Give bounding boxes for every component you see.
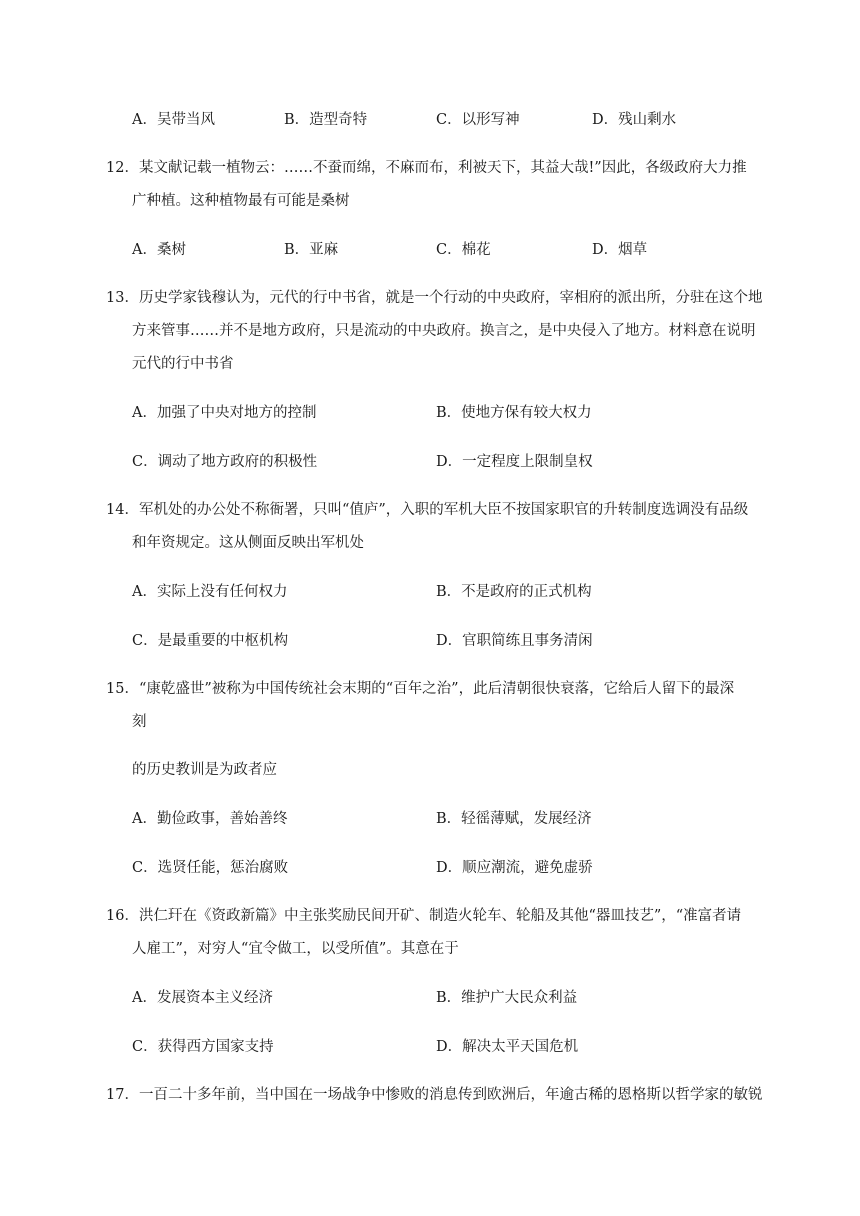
q14-option-a: A．实际上没有任何权力 xyxy=(132,584,288,600)
q13-option-b: B．使地方保有较大权力 xyxy=(436,405,592,421)
q16-option-d: D．解决太平天国危机 xyxy=(436,1039,579,1055)
q11-option-a: A．吴带当风 xyxy=(132,112,215,128)
q16-option-a: A．发展资本主义经济 xyxy=(132,990,273,1006)
q13-option-a: A．加强了中央对地方的控制 xyxy=(132,405,317,421)
q11-option-c: C．以形写神 xyxy=(436,112,520,128)
q15-stem-line-3: 的历史教训是为政者应 xyxy=(132,762,277,778)
q16-stem-line-1: 16．洪仁玕在《资政新篇》中主张奖励民间开矿、制造火轮车、轮船及其他“器皿技艺”，“准富者请 xyxy=(106,908,742,924)
q15-option-a: A．勤俭政事，善始善终 xyxy=(132,811,288,827)
q13-stem-line-2: 方来管事……并不是地方政府，只是流动的中央政府。换言之，是中央侵入了地方。材料意在说明 xyxy=(132,323,756,339)
q15-stem-line-1: 15．“康乾盛世”被称为中国传统社会末期的“百年之治”，此后清朝很快衰落，它给后人留下的最深 xyxy=(106,681,735,697)
q14-option-d: D．官职简练且事务清闲 xyxy=(436,633,593,649)
q14-option-b: B．不是政府的正式机构 xyxy=(436,584,592,600)
q16-stem-line-2: 人雇工”，对穷人“宜令做工，以受所值”。其意在于 xyxy=(132,941,459,957)
q13-option-d: D．一定程度上限制皇权 xyxy=(436,454,593,470)
q11-option-d: D．残山剩水 xyxy=(592,112,677,128)
q12-option-c: C．棉花 xyxy=(436,242,491,258)
q15-stem-line-2: 刻 xyxy=(132,714,147,730)
q14-option-c: C．是最重要的中枢机构 xyxy=(132,633,289,649)
q15-option-d: D．顺应潮流，避免虚骄 xyxy=(436,860,593,876)
q12-option-b: B．亚麻 xyxy=(284,242,339,258)
q15-option-b: B．轻徭薄赋，发展经济 xyxy=(436,811,592,827)
q11-option-b: B．造型奇特 xyxy=(284,112,368,128)
q12-stem-line-2: 广种植。这种植物最有可能是桑树 xyxy=(132,193,350,209)
q17-stem-line-1: 17．一百二十多年前，当中国在一场战争中惨败的消息传到欧洲后，年逾古稀的恩格斯以哲学家的敏锐 xyxy=(106,1087,763,1103)
q12-option-a: A．桑树 xyxy=(132,242,186,258)
q15-option-c: C．选贤任能，惩治腐败 xyxy=(132,860,289,876)
q12-stem-line-1: 12．某文献记载一植物云：……不蚕而绵，不麻而布，利被天下，其益大哉!”因此，各级政府大力推 xyxy=(106,160,747,176)
q13-stem-line-1: 13．历史学家钱穆认为，元代的行中书省，就是一个行动的中央政府，宰相府的派出所，分驻在这个地 xyxy=(106,290,763,306)
q12-option-d: D．烟草 xyxy=(592,242,648,258)
q16-option-c: C．获得西方国家支持 xyxy=(132,1039,274,1055)
q14-stem-line-2: 和年资规定。这从侧面反映出军机处 xyxy=(132,535,364,551)
q13-stem-line-3: 元代的行中书省 xyxy=(132,356,234,372)
q16-option-b: B．维护广大民众利益 xyxy=(436,990,578,1006)
q14-stem-line-1: 14．军机处的办公处不称衙署，只叫“值庐”，入职的军机大臣不按国家职官的升转制度选调没有品级 xyxy=(106,502,749,518)
q13-option-c: C．调动了地方政府的积极性 xyxy=(132,454,318,470)
